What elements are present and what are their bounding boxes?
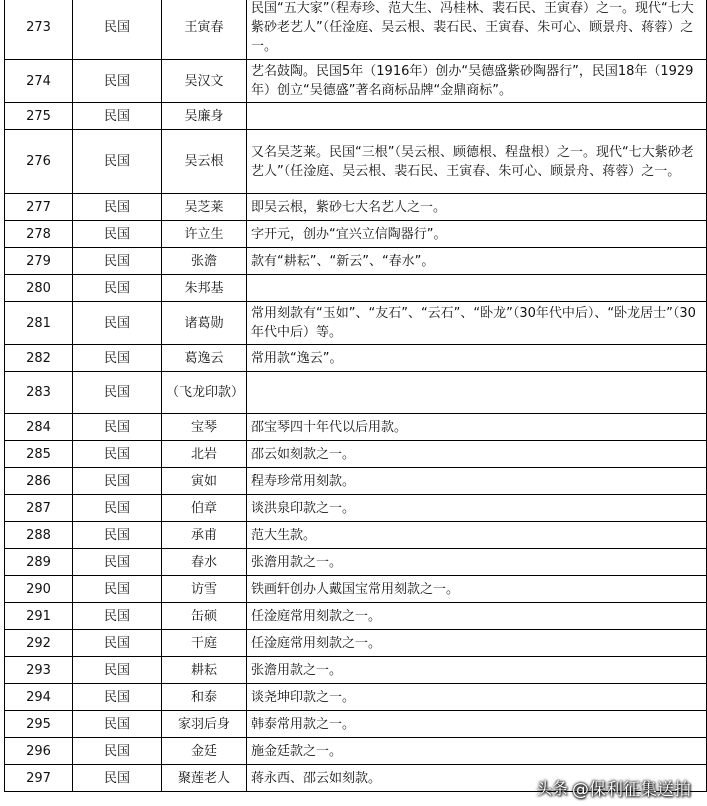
row-number: 281: [5, 302, 73, 345]
table-row: [5, 414, 707, 441]
row-number: 295: [5, 711, 73, 738]
description-cell: 施金廷款之一。: [247, 738, 707, 765]
row-number: 276: [5, 130, 73, 194]
description-cell: 蒋永西、邵云如刻款。: [247, 765, 707, 792]
table-row: [5, 603, 707, 630]
mark-name-cell: 耕耘: [162, 657, 247, 684]
mark-name-cell: 缶硕: [162, 603, 247, 630]
mark-name-cell: 宝琴: [162, 414, 247, 441]
seal-marks-table: [4, 0, 707, 792]
row-number: 284: [5, 414, 73, 441]
table-row: [5, 221, 707, 248]
era-cell: 民国: [73, 372, 162, 414]
table-row: [5, 345, 707, 372]
description-cell: 张澹用款之一。: [247, 549, 707, 576]
description-cell: 邵宝琴四十年代以后用款。: [247, 414, 707, 441]
description-cell: 任淦庭常用刻款之一。: [247, 630, 707, 657]
era-cell: 民国: [73, 130, 162, 194]
row-number: 285: [5, 441, 73, 468]
row-number: 283: [5, 372, 73, 414]
description-cell: 即吴云根，紫砂七大名艺人之一。: [247, 194, 707, 221]
table-row: [5, 657, 707, 684]
row-number: 278: [5, 221, 73, 248]
mark-name-cell: 家羽后身: [162, 711, 247, 738]
description-cell: 范大生款。: [247, 522, 707, 549]
table-body: [5, 0, 707, 792]
mark-name-cell: 和泰: [162, 684, 247, 711]
table-row: [5, 275, 707, 302]
description-cell: [247, 275, 707, 302]
mark-name-cell: 吴汉文: [162, 60, 247, 103]
era-cell: 民国: [73, 576, 162, 603]
description-cell: 韩泰常用款之一。: [247, 711, 707, 738]
mark-name-cell: 伯章: [162, 495, 247, 522]
era-cell: 民国: [73, 0, 162, 60]
era-cell: 民国: [73, 275, 162, 302]
mark-name-cell: 访雪: [162, 576, 247, 603]
row-number: 279: [5, 248, 73, 275]
era-cell: 民国: [73, 441, 162, 468]
row-number: 291: [5, 603, 73, 630]
mark-name-cell: 北岩: [162, 441, 247, 468]
watermark: [536, 775, 691, 800]
row-number: 277: [5, 194, 73, 221]
era-cell: 民国: [73, 549, 162, 576]
era-cell: 民国: [73, 194, 162, 221]
table-row: [5, 60, 707, 103]
description-cell: [247, 103, 707, 130]
table-row: [5, 302, 707, 345]
era-cell: 民国: [73, 765, 162, 792]
mark-name-cell: 诸葛勋: [162, 302, 247, 345]
row-number: 275: [5, 103, 73, 130]
table-row: [5, 0, 707, 60]
description-cell: 字开元，创办“宜兴立信陶器行”。: [247, 221, 707, 248]
era-cell: 民国: [73, 60, 162, 103]
row-number: 273: [5, 0, 73, 60]
mark-name-cell: 吴云根: [162, 130, 247, 194]
mark-name-cell: 朱邦基: [162, 275, 247, 302]
description-cell: 款有“耕耘”、“新云”、“春水”。: [247, 248, 707, 275]
era-cell: 民国: [73, 522, 162, 549]
era-cell: 民国: [73, 738, 162, 765]
description-cell: 谈洪泉印款之一。: [247, 495, 707, 522]
description-cell: 又名吴芝莱。民国“三根”（吴云根、顾德根、程盘根）之一。现代“七大紫砂老艺人”（任淦庭、吴云根、裴石民、王寅春、朱可心、顾景舟、蒋蓉）之一。: [247, 130, 707, 194]
mark-name-cell: 干庭: [162, 630, 247, 657]
era-cell: 民国: [73, 221, 162, 248]
mark-name-cell: 王寅春: [162, 0, 247, 60]
table-row: [5, 441, 707, 468]
row-number: 293: [5, 657, 73, 684]
row-number: 292: [5, 630, 73, 657]
mark-name-cell: 春水: [162, 549, 247, 576]
row-number: 286: [5, 468, 73, 495]
table-row: [5, 738, 707, 765]
description-cell: 民国“五大家”（程寿珍、范大生、冯桂林、裴石民、王寅春）之一。现代“七大紫砂老艺人”（任淦庭、吴云根、裴石民、王寅春、朱可心、顾景舟、蒋蓉）之一。: [247, 0, 707, 60]
description-cell: 张澹用款之一。: [247, 657, 707, 684]
era-cell: 民国: [73, 495, 162, 522]
era-cell: 民国: [73, 302, 162, 345]
era-cell: 民国: [73, 711, 162, 738]
era-cell: 民国: [73, 603, 162, 630]
row-number: 294: [5, 684, 73, 711]
mark-name-cell: 承甫: [162, 522, 247, 549]
mark-name-cell: 许立生: [162, 221, 247, 248]
table-row: [5, 549, 707, 576]
mark-name-cell: 吴廉身: [162, 103, 247, 130]
description-cell: 谈尧坤印款之一。: [247, 684, 707, 711]
row-number: 282: [5, 345, 73, 372]
table-row: [5, 684, 707, 711]
era-cell: 民国: [73, 414, 162, 441]
mark-name-cell: 金廷: [162, 738, 247, 765]
description-cell: 任淦庭常用刻款之一。: [247, 603, 707, 630]
row-number: 290: [5, 576, 73, 603]
table-row: [5, 711, 707, 738]
description-cell: [247, 372, 707, 414]
watermark-text: @保利征集送拍: [572, 780, 691, 800]
era-cell: 民国: [73, 103, 162, 130]
table-row: [5, 576, 707, 603]
row-number: 296: [5, 738, 73, 765]
description-cell: 常用刻款有“玉如”、“友石”、“云石”、“卧龙”（30年代中后）、“卧龙居士”（30年代中后）等。: [247, 302, 707, 345]
row-number: 289: [5, 549, 73, 576]
table-row: [5, 194, 707, 221]
era-cell: 民国: [73, 657, 162, 684]
row-number: 280: [5, 275, 73, 302]
row-number: 274: [5, 60, 73, 103]
mark-name-cell: 寅如: [162, 468, 247, 495]
mark-name-cell: 聚莲老人: [162, 765, 247, 792]
mark-name-cell: 葛逸云: [162, 345, 247, 372]
description-cell: 常用款“逸云”。: [247, 345, 707, 372]
row-number: 297: [5, 765, 73, 792]
era-cell: 民国: [73, 248, 162, 275]
description-cell: 铁画轩创办人戴国宝常用刻款之一。: [247, 576, 707, 603]
table-row: [5, 495, 707, 522]
era-cell: 民国: [73, 684, 162, 711]
table-row: [5, 372, 707, 414]
mark-name-cell: （飞龙印款）: [162, 372, 247, 414]
table-row: [5, 103, 707, 130]
table-row: [5, 630, 707, 657]
table-row: [5, 468, 707, 495]
table-row: [5, 248, 707, 275]
toutiao-logo-icon: 头条: [535, 779, 568, 798]
table-row: [5, 522, 707, 549]
row-number: 288: [5, 522, 73, 549]
description-cell: 程寿珍常用刻款。: [247, 468, 707, 495]
era-cell: 民国: [73, 345, 162, 372]
mark-name-cell: 张澹: [162, 248, 247, 275]
era-cell: 民国: [73, 468, 162, 495]
mark-name-cell: 吴芝莱: [162, 194, 247, 221]
description-cell: 邵云如刻款之一。: [247, 441, 707, 468]
row-number: 287: [5, 495, 73, 522]
description-cell: 艺名鼓陶。民国5年（1916年）创办“吴德盛紫砂陶器行”，民国18年（1929年）创立“吴德盛”著名商标品牌“金鼎商标”。: [247, 60, 707, 103]
era-cell: 民国: [73, 630, 162, 657]
table-row: [5, 130, 707, 194]
